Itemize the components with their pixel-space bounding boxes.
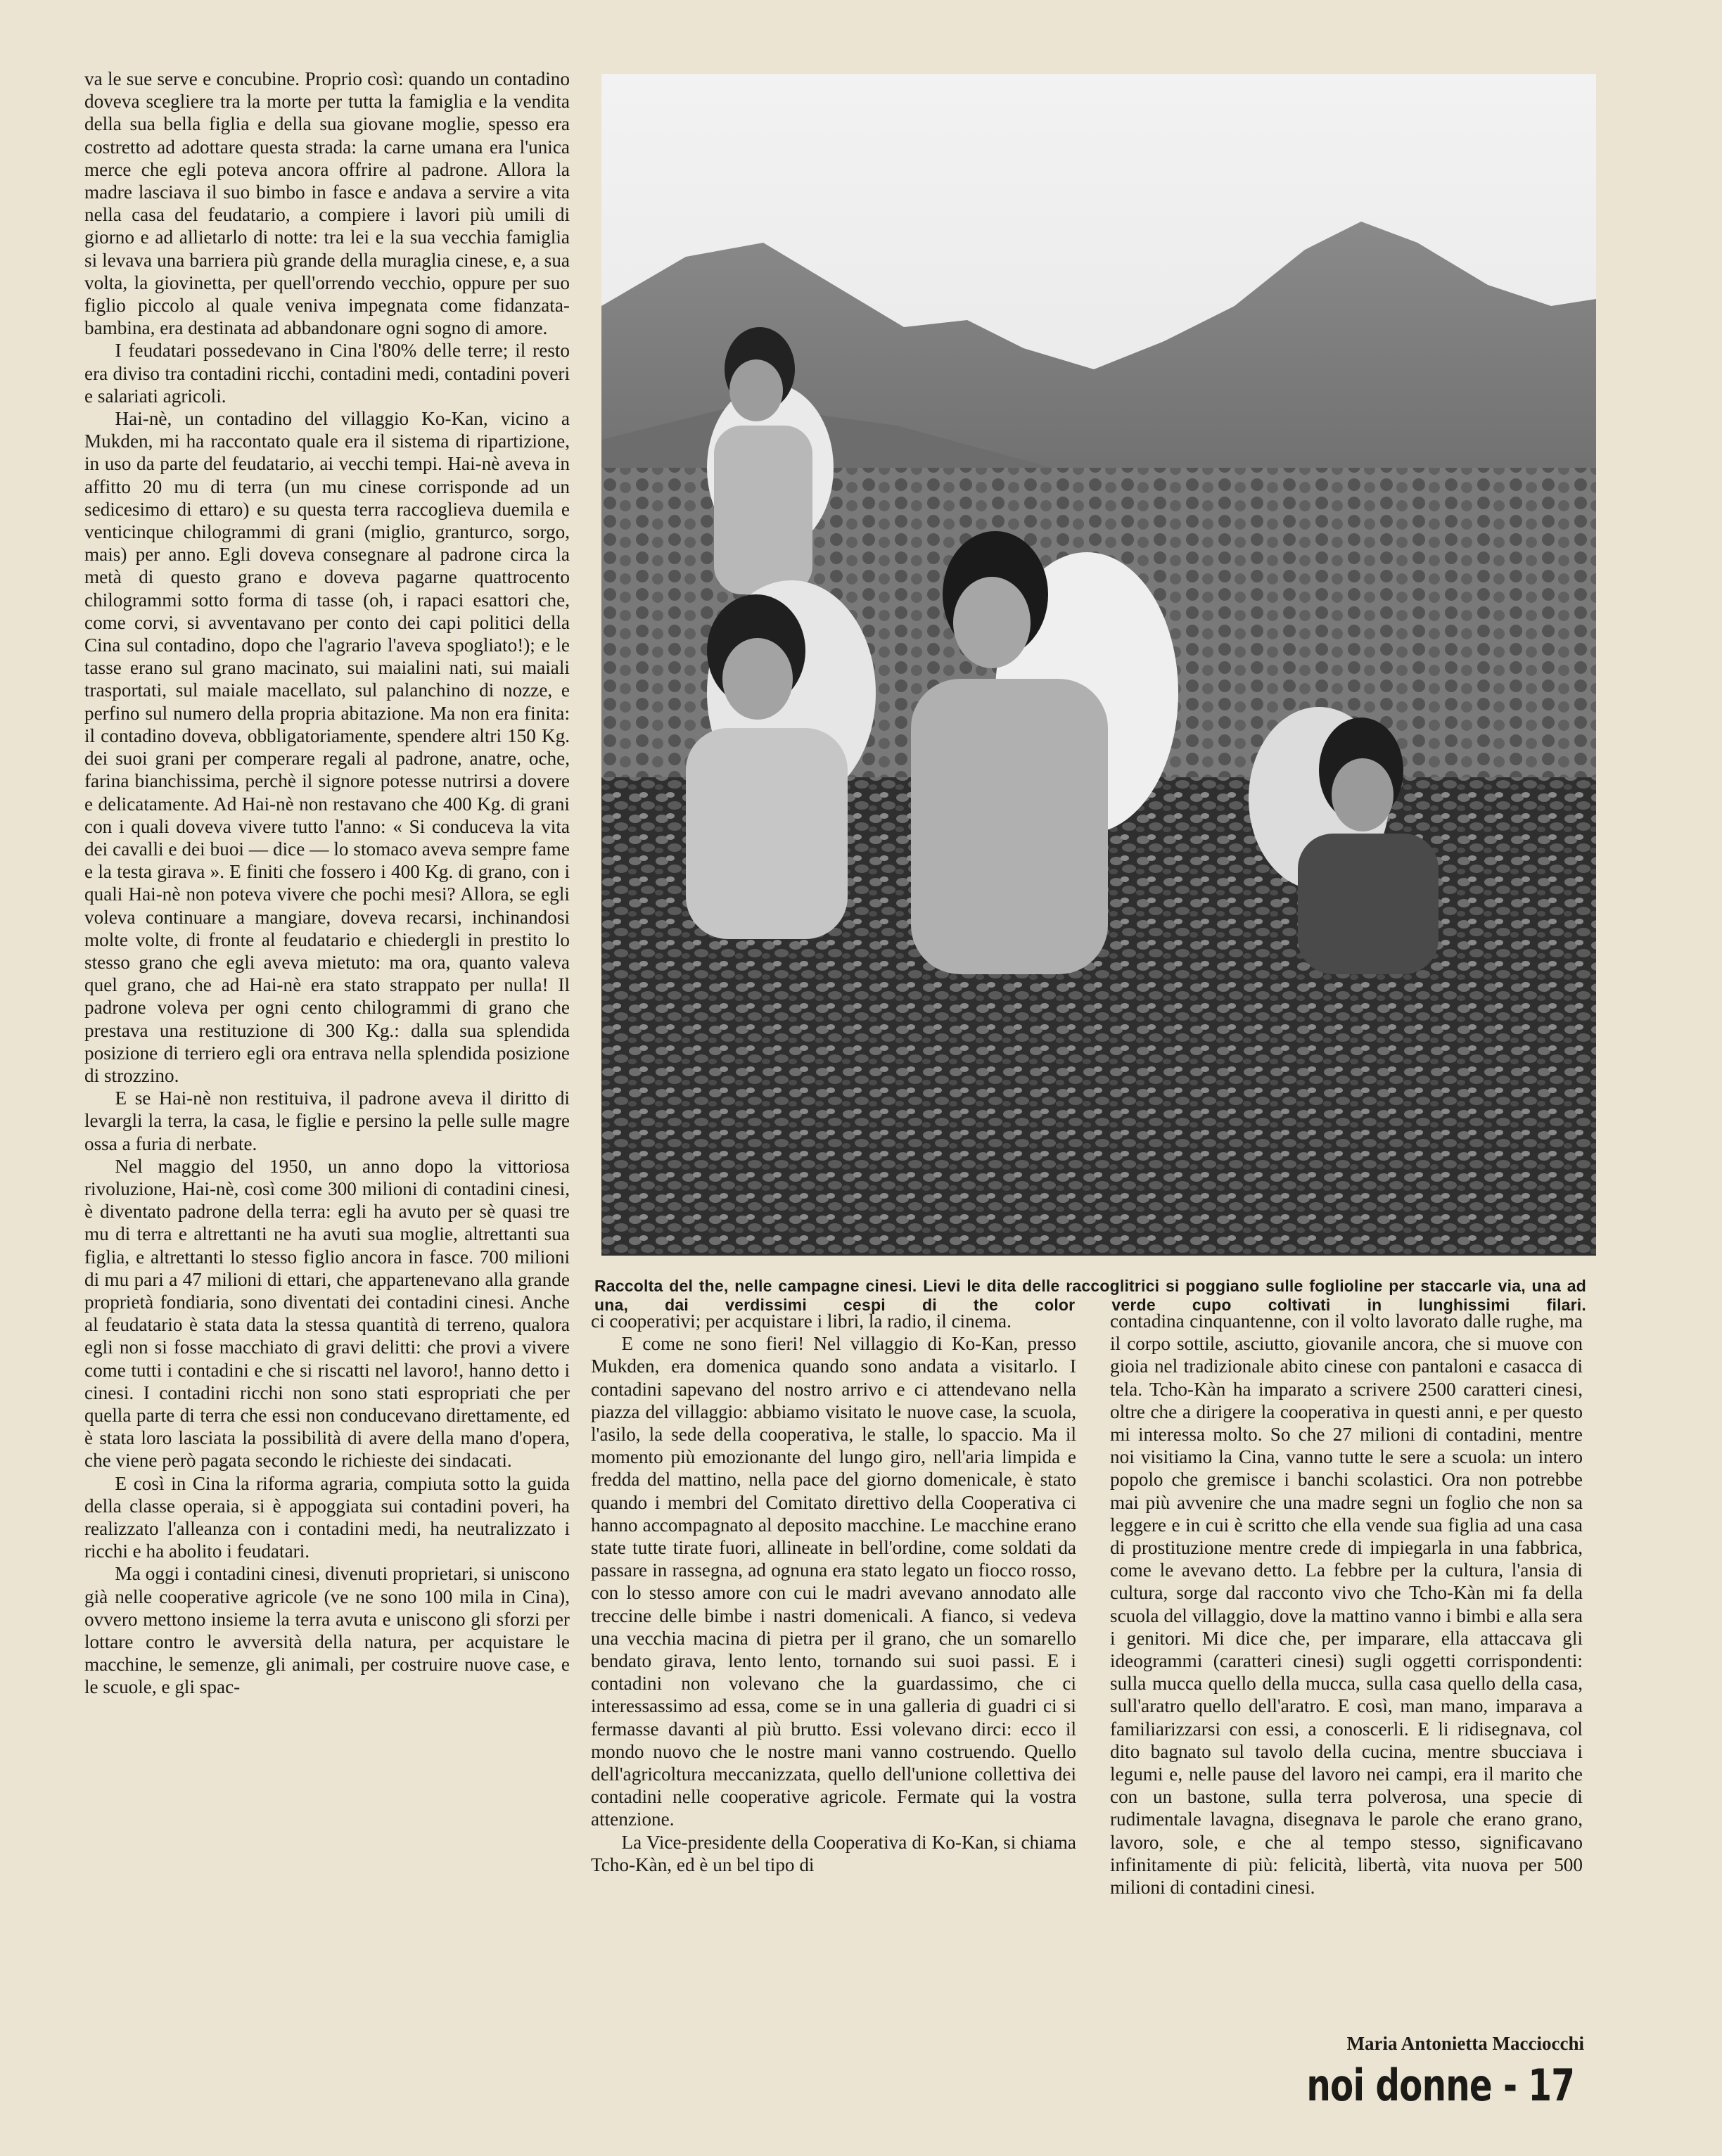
paragraph: ci cooperativi; per acquistare i libri, la radio, il cinema. [591,1310,1012,1332]
photo-illustration [601,74,1596,1256]
paragraph: Nel maggio del 1950, un anno dopo la vittoriosa rivoluzione, Hai-nè, così come 300 milioni di contadini cinesi, è diventato padrone della terra: egli ha avuto per sè quasi tre mu di terra e altrettanti ne ha avuti sua moglie, altrettanti sua figlia, e altrettanti lo stesso figlio ancora in fasce. 700 milioni di mu pari a 47 milioni di ettari, che appartenevano alla grande proprietà fondiaria, sono diventati dei contadini cinesi. Anche al feudatario è stata data la stessa quantità di terreno, qualora egli non si fosse macchiato di gravi delitti: che provi a vivere come tutti i contadini e che si riscatti nel lavoro!, hanno detto i cinesi. I contadini ricchi non sono stati espropriati che per quella parte di terra che essi non conducevano direttamente, ed è stata loro lasciata la possibilità di avere della mano d'opera, che viene però pagata secondo le richieste dei sindacati. [84,1155,570,1472]
paragraph: La Vice-presidente della Cooperativa di Ko-Kan, si chiama Tcho-Kàn, ed è un bel tipo di [591,1831,1076,1875]
paragraph: I feudatari possedevano in Cina l'80% delle terre; il resto era diviso tra contadini ricchi, contadini medi, contadini poveri e salariati agricoli. [84,340,570,407]
author-signature: Maria Antonietta Macciocchi [1346,2033,1584,2054]
paragraph: E se Hai-nè non restituiva, il padrone aveva il diritto di levargli la terra, la casa, le figlie e persino la pelle sulle magre ossa a furia di nerbate. [84,1087,570,1154]
article-column-left [84,68,570,2051]
article-column-middle [591,1310,1076,2052]
paragraph: va le sue serve e concubine. Proprio così: quando un contadino doveva scegliere tra la morte per tutta la famiglia e la vendita della sua bella figlia e della sua giovane moglie, spesso era costretto ad adottare questa strada: la carne umana era l'unica merce che egli poteva ancora offrire al padrone. Allora la madre lasciava il suo bimbo in fasce e andava a servire a vita nella casa del feudatario, a compiere i lavori più umili di giorno e ad allietarlo di notte: tra lei e la sua vecchia famiglia si levava una barriera più grande della muraglia cinese, e, a sua volta, la giovinetta, per quell'orrendo vecchio, oppure per suo figlio piccolo al quale veniva impegnata come fidanzata-bambina, era destinata ad abbandonare ogni sogno di amore. [84,68,570,339]
article-column-right [1110,1310,1583,2052]
paragraph: E come ne sono fieri! Nel villaggio di Ko-Kan, presso Mukden, era domenica quando sono andata a visitarlo. I contadini sapevano del nostro arrivo e ci attendevano nella piazza del villaggio: abbiamo visitato le nuove case, la scuola, l'asilo, la sede della cooperativa, le stalle, lo spaccio. Ma il momento più emozionante del lungo giro, nell'aria limpida e fredda del mattino, nella pace del giorno domenicale, è stato quando i membri del Comitato direttivo della Cooperativa ci hanno accompagnato al deposito macchine. Le macchine erano state tutte tirate fuori, allineate in bell'ordine, come soldati da passare in rassegna, ad ognuna era stato legato un fiocco rosso, con lo stesso amore con cui le madri avevano annodato alle treccine delle bimbe i nastri domenicali. A fianco, si vedeva una vecchia macina di pietra per il grano, che un somarello bendato girava, lento lento, tornando sui suoi passi. E i contadini non volevano che la guardassimo, che ci interessassimo ad essa, come se in una galleria di guadri ci si fermasse davanti al più brutto. Essi volevano dirci: ecco il mondo nuovo che le nostre mani vanno costruendo. Quello dell'agricoltura meccanizzata, quello dell'unione collettiva dei contadini nelle cooperative agricole. Fermate qui la vostra attenzione. [591,1333,1076,1830]
paragraph: Ma oggi i contadini cinesi, divenuti proprietari, si uniscono già nelle cooperative agricole (ve ne sono 100 mila in Cina), ovvero mettono insieme la terra avuta e uniscono gli sforzi per lottare contro le avversità della natura, per acquistare le macchine, le semenze, gli animali, per costruire nuove case, e le scuole, e gli spac- [84,1563,570,1698]
paragraph: E così in Cina la riforma agraria, compiuta sotto la guida della classe operaia, si è appoggiata sui contadini poveri, ha realizzato l'alleanza con i contadini medi, ha neutralizzato i ricchi e ha abolito i feudatari. [84,1472,570,1562]
tea-harvest-photo [601,74,1596,1256]
magazine-brand-page-number: noi donne - 17 [1306,2060,1574,2111]
photo-caption: Raccolta del the, nelle campagne cinesi. Lievi le dita delle raccoglitrici si poggiano sulle foglioline per staccarle via, una ad una, dai verdissimi cespi di the color verde cupo coltivati in lunghissimi filari. [594,1277,1586,1314]
paragraph: contadina cinquantenne, con il volto lavorato dalle rughe, ma il corpo sottile, asciutto, giovanile ancora, che si muove con gioia nel tradizionale abito cinese con pantaloni e casacca di tela. Tcho-Kàn ha imparato a scrivere 2500 caratteri cinesi, oltre che a dirigere la cooperativa in questi anni, e per questo mi interessa molto. So che 27 milioni di contadini, mentre noi visitiamo la Cina, vanno tutte le sere a scuola: un intero popolo che gremisce i banchi scolastici. Ora non potrebbe mai più avvenire che una madre segni un foglio che non sa leggere e in cui è scritto che ella vende sua figlia ad una casa di prostituzione mentre crede di impiegarla in una fabbrica, come le avevano detto. La febbre per la cultura, l'ansia di cultura, sorge dal racconto vivo che Tcho-Kàn mi fa della scuola del villaggio, dove la mattino vanno i bimbi e alla sera i genitori. Mi dice che, per imparare, ella attaccava gli ideogrammi (caratteri cinesi) sugli oggetti corrispondenti: sulla mucca quello della mucca, sulla casa quello della casa, sull'aratro quello dell'aratro. E così, man mano, imparava a familiarizzarsi con essi, a conoscerli. E li ridisegnava, col dito bagnato sul tavolo della cucina, mentre sbucciava i legumi e, nelle pause del lavoro nei campi, era il marito che con un bastone, sulla terra polverosa, una specie di rudimentale lavagna, disegnava le parole che erano grano, lavoro, sole, e che al tempo stesso, significavano infinitamente di più: felicità, libertà, vita nuova per 500 milioni di contadini cinesi. [1110,1310,1583,1899]
paragraph: Hai-nè, un contadino del villaggio Ko-Kan, vicino a Mukden, mi ha raccontato quale era il sistema di ripartizione, in uso da parte del feudatario, ai vecchi tempi. Hai-nè aveva in affitto 20 mu di terra (un mu cinese corrisponde ad un sedicesimo di ettaro) e su questa terra raccoglieva duemila e venticinque chilogrammi di grani (miglio, granturco, sorgo, mais) per anno. Egli doveva consegnare al padrone circa la metà di questo grano e doveva pagarne quattrocento chilogrammi sotto forma di tasse (oh, i rapaci esattori che, come corvi, si avventavano per conto dei capi politici della Cina sul contadino, dopo che l'agrario l'aveva spogliato!); e le tasse erano sul grano macinato, sui maialini nati, sui maiali trasportati, sul maiale macellato, sul palanchino di nozze, e perfino sul numero della propria abitazione. Ma non era finita: il contadino doveva, obbligatoriamente, spendere altri 150 Kg. dei suoi grani per comperare regali al padrone, anatre, oche, farina bianchissima, perchè il signore potesse nutrirsi a dovere e delicatamente. Ad Hai-nè non restavano che 400 Kg. di grani con i quali doveva vivere tutto l'anno: « Si conduceva la vita dei cavalli e dei buoi — dice — lo stomaco aveva sempre fame e la testa girava ». E finiti che fossero i 400 Kg. di grano, con i quali Hai-nè non poteva vivere che pochi mesi? Allora, se egli voleva continuare a mangiare, doveva recarsi, inchinandosi molte volte, di fronte al feudatario e chiedergli in prestito lo stesso grano che egli aveva mietuto: ma ora, quanto valeva quel grano, che ad Hai-nè era stato strappato per nulla! Il padrone voleva per ogni cento chilogrammi di grano che prestava una restituzione di 300 Kg.: dalla sua splendida posizione di terriero egli ora entrava nella splendida posizione di strozzino. [84,408,570,1086]
